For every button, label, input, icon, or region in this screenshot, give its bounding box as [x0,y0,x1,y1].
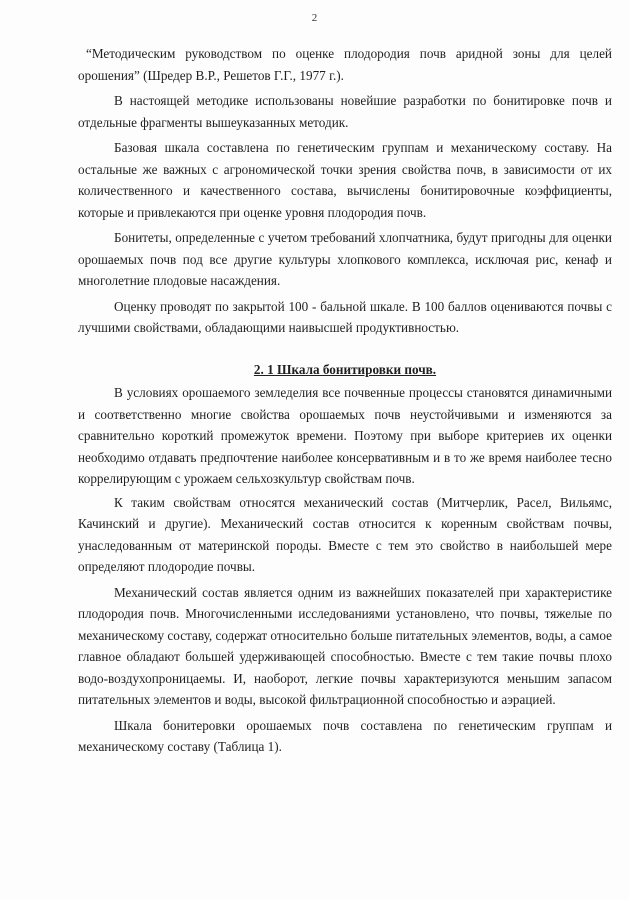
paragraph: Шкала бонитеровки орошаемых почв составлена по генетическим группам и механическому составу (Таблица 1). [78,717,612,754]
paragraph: В условиях орошаемого земледелия все почвенные процессы становятся динамичными и соответственно многие свойства орошаемых почв неустойчивыми и изменяются за сравнительно короткий промежуток времени. Поэтому при выборе критериев их оценки необходимо отдавать предпочтение наиболее консервативным и в то же время наиболее тесно коррелирующим с урожаем сельхозкультур свойствам почв. [78,385,612,486]
document-body [78,43,612,760]
paragraph: “Методическим руководством по оценке плодородия почв аридной зоны для целей орошения” (Шредер В.Р., Решетов Г.Г., 1977 г.). [78,46,612,83]
section-title: 2. 1 Шкала бонитировки почв. [253,361,437,377]
paragraph: Бонитеты, определенные с учетом требований хлопчатника, будут пригодны для оценки орошаемых почв под все другие культуры хлопкового комплекса, исключая рис, кенаф и многолетние плодовые насаждения. [78,230,612,288]
paragraph: К таким свойствам относятся механический состав (Митчерлик, Расел, Вильямс, Качинский и другие). Механический состав относится к коренным свойствам почвы, унаследованным от материнской породы. Вместе с тем это свойство в наибольшей мере определяют плодородие почвы. [78,494,612,574]
paragraph: В настоящей методике использованы новейшие разработки по бонитировке почв и отдельные фрагменты вышеуказанных методик. [78,93,612,130]
paragraph: Механический состав является одним из важнейших показателей при характеристике плодородия почв. Многочисленными исследованиями установлено, что почвы, тяжелые по механическому составу, содержат относительно больше питательных элементов, воды, а самое главное обладают большей удерживающей способностью. Вместе с тем такие почвы плохо водо-воздухопроницаемы. И, наоборот, легкие почвы характеризуются меньшим запасом питательных элементов и воды, высокой фильтрационной способностью и аэрацией. [78,584,612,707]
page-number: 2 [311,12,318,24]
paragraph: Оценку проводят по закрытой 100 - бальной шкале. В 100 баллов оцениваются почвы с лучшими свойствами, обладающими наивысшей продуктивностью. [78,298,612,335]
paragraph: Базовая шкала составлена по генетическим группам и механическому составу. На остальные же важных с агрономической точки зрения свойства почв, в зависимости от их количественного и качественного состава, вычислены бонитировочные коэффициенты, которые и привлекаются при оценке уровня плодородия почв. [78,140,612,220]
